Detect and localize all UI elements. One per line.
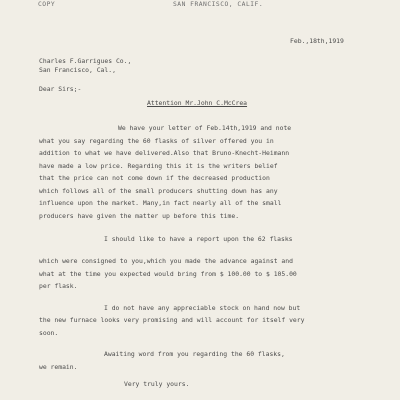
body-line: addition to what we have delivered.Also that Bruno-Knecht-Heimann <box>39 149 290 157</box>
body-line: producers have given the matter up before this time. <box>39 212 240 220</box>
body-line: soon. <box>39 329 59 337</box>
addressee-line: San Francisco, Cal., <box>39 66 116 74</box>
body-line: that the price can not come down if the decreased production <box>39 174 270 182</box>
body-line: which were consigned to you,which you made the advance against and <box>39 257 293 265</box>
letter-date: Feb.,18th,1919 <box>290 37 344 45</box>
body-line: per flask. <box>39 282 78 290</box>
body-line: I should like to have a report upon the 62 flasks <box>104 235 293 243</box>
body-line: Awaiting word from you regarding the 60 flasks, <box>104 350 285 358</box>
body-line: We have your letter of Feb.14th,1919 and note <box>118 124 292 132</box>
salutation: Dear Sirs;- <box>39 85 82 93</box>
letterhead-location: SAN FRANCISCO, CALIF. <box>173 1 264 8</box>
addressee-line: Charles F.Garrigues Co., <box>39 57 132 65</box>
body-line: which follows all of the small producers shutting down has any <box>39 187 278 195</box>
body-line: I do not have any appreciable stock on hand now but <box>104 304 301 312</box>
closing: Very truly yours. <box>124 380 190 388</box>
body-line: we remain. <box>39 363 78 371</box>
body-line: influence upon the market. Many,in fact nearly all of the small <box>39 199 282 207</box>
body-line: what at the time you expected would bring from $ 100.00 to $ 105.00 <box>39 270 297 278</box>
body-line: the new furnace looks very promising and will account for itself very <box>39 316 305 324</box>
body-line: have made a low price. Regarding this it is the writers belief <box>39 162 278 170</box>
copy-label: COPY <box>38 1 56 8</box>
attention-line: Attention Mr.John C.McCrea <box>147 99 248 107</box>
body-line: what you say regarding the 60 flasks of silver offered you in <box>39 137 274 145</box>
